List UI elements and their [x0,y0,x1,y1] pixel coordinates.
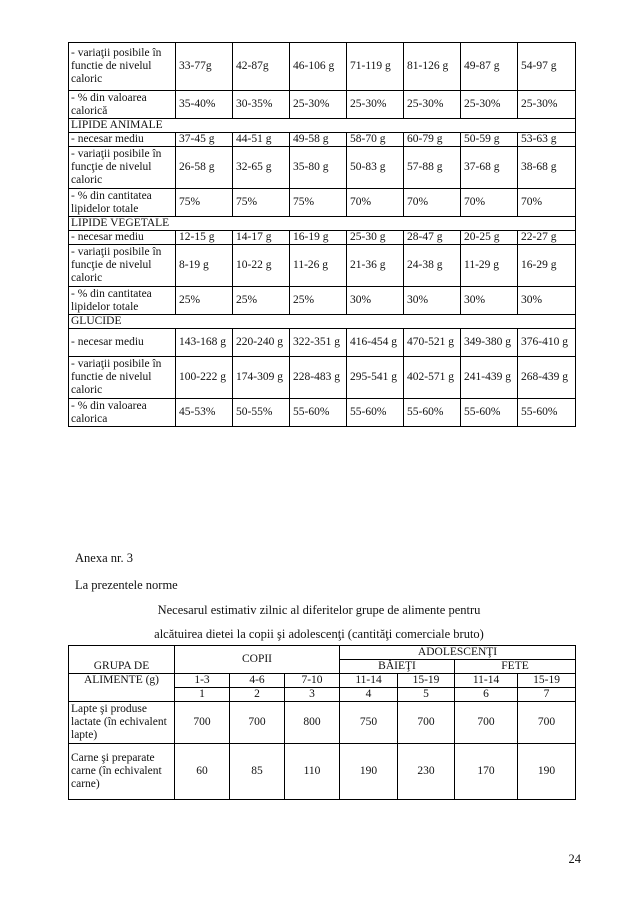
value-cell: 28-47 g [404,231,461,245]
value-cell: 55-60% [518,399,576,427]
table-row [69,357,576,399]
value-cell: 50-55% [233,399,290,427]
table-row [69,245,576,287]
quantity-cell: 700 [230,702,285,744]
value-cell: 45-53% [176,399,233,427]
row-label: - % din cantitatea lipidelor totale [69,287,176,315]
header-row-1 [69,646,576,660]
value-cell: 268-439 g [518,357,576,399]
column-number-cell: 5 [398,688,455,702]
value-cell: 58-70 g [347,133,404,147]
row-label: - variaţii posibile în funcţie de nivelul caloric [69,245,176,287]
value-cell: 470-521 g [404,329,461,357]
value-cell: 75% [290,189,347,217]
value-cell: 70% [461,189,518,217]
quantity-cell: 700 [175,702,230,744]
girls-header: FETE [455,660,576,674]
value-cell: 70% [518,189,576,217]
table-row [69,147,576,189]
value-cell: 26-58 g [176,147,233,189]
value-cell: 53-63 g [518,133,576,147]
value-cell: 55-60% [347,399,404,427]
value-cell: 10-22 g [233,245,290,287]
annex-number: Anexa nr. 3 [75,551,133,565]
value-cell: 57-88 g [404,147,461,189]
value-cell: 25-30% [347,91,404,119]
value-cell: 16-19 g [290,231,347,245]
value-cell: 37-68 g [461,147,518,189]
value-cell: 16-29 g [518,245,576,287]
value-cell: 295-541 g [347,357,404,399]
value-cell: 25% [176,287,233,315]
food-group-header-line-2: ALIMENTE (g) [83,674,160,686]
row-label: - necesar mediu [69,133,176,147]
value-cell: 100-222 g [176,357,233,399]
value-cell: 35-40% [176,91,233,119]
row-label: - variaţii posibile în functie de nivelul caloric [69,43,176,91]
value-cell: 220-240 g [233,329,290,357]
value-cell: 14-17 g [233,231,290,245]
value-cell: 25% [290,287,347,315]
quantity-cell: 700 [398,702,455,744]
value-cell: 241-439 g [461,357,518,399]
value-cell: 143-168 g [176,329,233,357]
boys-header: BĂIEŢI [340,660,455,674]
value-cell: 60-79 g [404,133,461,147]
section-heading: GLUCIDE [69,315,576,329]
section-heading: LIPIDE ANIMALE [69,119,576,133]
page-number: 24 [568,852,581,866]
quantity-cell: 110 [285,744,340,800]
section-heading: LIPIDE VEGETALE [69,217,576,231]
value-cell: 35-80 g [290,147,347,189]
annex-title-line-1: Necesarul estimativ zilnic al diferitelor grupe de alimente pentru [157,603,481,617]
value-cell: 75% [233,189,290,217]
table-row [69,231,576,245]
value-cell: 376-410 g [518,329,576,357]
age-range-cell: 7-10 [285,674,340,688]
row-label: - necesar mediu [69,231,176,245]
column-number-cell: 6 [455,688,518,702]
value-cell: 25-30% [518,91,576,119]
value-cell: 12-15 g [176,231,233,245]
table-row [69,744,576,800]
value-cell: 30% [518,287,576,315]
table-row [69,189,576,217]
age-range-cell: 1-3 [175,674,230,688]
value-cell: 24-38 g [404,245,461,287]
value-cell: 25-30 g [347,231,404,245]
value-cell: 55-60% [404,399,461,427]
column-number-cell: 4 [340,688,398,702]
value-cell: 81-126 g [404,43,461,91]
row-label: - variaţii posibile în funcţie de nivelul caloric [69,147,176,189]
section-row [69,119,576,133]
table-row [69,43,576,91]
column-number-cell: 2 [230,688,285,702]
age-range-cell: 11-14 [455,674,518,688]
annex-subtitle: La prezentele norme [75,578,178,592]
value-cell: 25% [233,287,290,315]
section-row [69,217,576,231]
quantity-cell: 700 [518,702,576,744]
value-cell: 44-51 g [233,133,290,147]
age-range-cell: 15-19 [398,674,455,688]
age-range-row [69,674,576,688]
value-cell: 55-60% [461,399,518,427]
age-range-cell: 15-19 [518,674,576,688]
value-cell: 38-68 g [518,147,576,189]
value-cell: 21-36 g [347,245,404,287]
value-cell: 55-60% [290,399,347,427]
quantity-cell: 190 [340,744,398,800]
quantity-cell: 700 [455,702,518,744]
value-cell: 49-87 g [461,43,518,91]
value-cell: 416-454 g [347,329,404,357]
nutrient-requirements-table [68,42,576,427]
quantity-cell: 230 [398,744,455,800]
value-cell: 37-45 g [176,133,233,147]
value-cell: 70% [404,189,461,217]
table-row [69,133,576,147]
value-cell: 174-309 g [233,357,290,399]
row-label: - necesar mediu [69,329,176,357]
quantity-cell: 85 [230,744,285,800]
value-cell: 30-35% [233,91,290,119]
annex-title-line-2: alcătuirea dietei la copii şi adolescenţi (cantităţi comerciale bruto) [154,627,484,641]
table-row [69,399,576,427]
value-cell: 70% [347,189,404,217]
value-cell: 54-97 g [518,43,576,91]
food-group-header-cont [69,674,175,702]
value-cell: 25-30% [404,91,461,119]
food-group-header-line-1: GRUPA DE [93,660,150,672]
value-cell: 50-83 g [347,147,404,189]
value-cell: 50-59 g [461,133,518,147]
children-header: COPII [175,646,340,674]
food-group-label: Lapte şi produse lactate (în echivalent lapte) [69,702,175,744]
value-cell: 349-380 g [461,329,518,357]
food-groups-table-body [69,646,576,800]
quantity-cell: 750 [340,702,398,744]
adolescents-header: ADOLESCENŢI [340,646,576,660]
value-cell: 322-351 g [290,329,347,357]
value-cell: 30% [347,287,404,315]
value-cell: 11-26 g [290,245,347,287]
age-range-cell: 11-14 [340,674,398,688]
value-cell: 22-27 g [518,231,576,245]
column-number-cell: 1 [175,688,230,702]
column-number-cell: 3 [285,688,340,702]
quantity-cell: 170 [455,744,518,800]
value-cell: 33-77g [176,43,233,91]
food-group-header [69,646,175,674]
row-label: - % din valoarea calorică [69,91,176,119]
value-cell: 75% [176,189,233,217]
value-cell: 25-30% [461,91,518,119]
quantity-cell: 800 [285,702,340,744]
table-row [69,91,576,119]
value-cell: 402-571 g [404,357,461,399]
value-cell: 30% [461,287,518,315]
quantity-cell: 190 [518,744,576,800]
food-groups-table [68,645,576,800]
value-cell: 11-29 g [461,245,518,287]
value-cell: 30% [404,287,461,315]
row-label: - % din valoarea calorica [69,399,176,427]
value-cell: 8-19 g [176,245,233,287]
value-cell: 228-483 g [290,357,347,399]
section-row [69,315,576,329]
nutrient-requirements-table-body [69,43,576,427]
value-cell: 20-25 g [461,231,518,245]
row-label: - % din cantitatea lipidelor totale [69,189,176,217]
age-range-cell: 4-6 [230,674,285,688]
table-row [69,702,576,744]
food-group-label: Carne şi preparate carne (în echivalent carne) [69,744,175,800]
table-row [69,329,576,357]
column-number-cell: 7 [518,688,576,702]
quantity-cell: 60 [175,744,230,800]
table-row [69,287,576,315]
value-cell: 71-119 g [347,43,404,91]
value-cell: 49-58 g [290,133,347,147]
value-cell: 32-65 g [233,147,290,189]
row-label: - variaţii posibile în functie de nivelul caloric [69,357,176,399]
value-cell: 46-106 g [290,43,347,91]
value-cell: 42-87g [233,43,290,91]
value-cell: 25-30% [290,91,347,119]
